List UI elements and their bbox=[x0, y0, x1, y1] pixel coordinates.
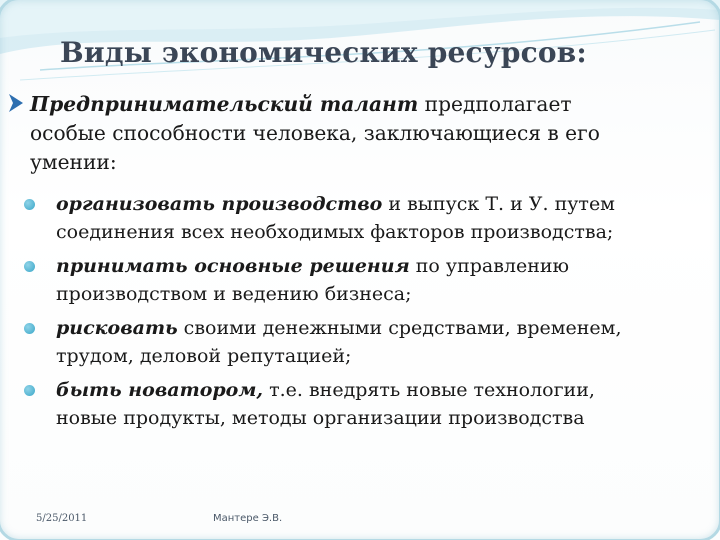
bullet-line-1 bbox=[56, 314, 706, 342]
lead-line-1-rest: предполагает bbox=[418, 92, 572, 116]
bullet-line-1 bbox=[56, 190, 706, 218]
round-bullet-icon bbox=[24, 199, 35, 210]
bullet-emphasis: принимать основные решения bbox=[56, 255, 410, 277]
bullet-line-2: трудом, деловой репутацией; bbox=[56, 345, 352, 367]
bullet-line-2: новые продукты, методы организации производства bbox=[56, 407, 585, 429]
bullet-line-1-rest: т.е. внедрять новые технологии, bbox=[263, 379, 595, 401]
bullet-text bbox=[56, 190, 706, 246]
lead-text bbox=[30, 90, 700, 177]
round-bullet-icon bbox=[24, 385, 35, 396]
list-item bbox=[24, 252, 714, 314]
lead-emphasis: Предпринимательский талант bbox=[30, 92, 419, 116]
bullet-line-2: соединения всех необходимых факторов производства; bbox=[56, 221, 614, 243]
list-item bbox=[24, 314, 714, 376]
bullet-emphasis: организовать производство bbox=[56, 193, 383, 215]
bullet-line-1 bbox=[56, 252, 706, 280]
bullet-emphasis: рисковать bbox=[56, 317, 178, 339]
bullet-text bbox=[56, 252, 706, 308]
list-item bbox=[24, 376, 714, 438]
bullet-line-1-rest: и выпуск Т. и У. путем bbox=[382, 193, 615, 215]
lead-line-1 bbox=[30, 90, 700, 119]
lead-line-3: умении: bbox=[30, 150, 117, 174]
arrow-bullet-icon bbox=[6, 90, 28, 116]
bullet-line-2: производством и ведению бизнеса; bbox=[56, 283, 412, 305]
bullet-list bbox=[24, 190, 714, 438]
lead-line-2: особые способности человека, заключающиеся в его bbox=[30, 121, 600, 145]
bullet-line-1-rest: по управлению bbox=[409, 255, 570, 277]
round-bullet-icon bbox=[24, 261, 35, 272]
bullet-emphasis: быть новатором, bbox=[56, 379, 264, 401]
footer-date: 5/25/2011 bbox=[36, 513, 88, 524]
slide-title: Виды экономических ресурсов: bbox=[60, 36, 587, 69]
bullet-line-1 bbox=[56, 376, 706, 404]
bullet-text bbox=[56, 314, 706, 370]
list-item bbox=[24, 190, 714, 252]
bullet-text bbox=[56, 376, 706, 432]
footer-author: Мантере Э.В. bbox=[213, 513, 283, 524]
bullet-line-1-rest: своими денежными средствами, временем, bbox=[177, 317, 622, 339]
round-bullet-icon bbox=[24, 323, 35, 334]
